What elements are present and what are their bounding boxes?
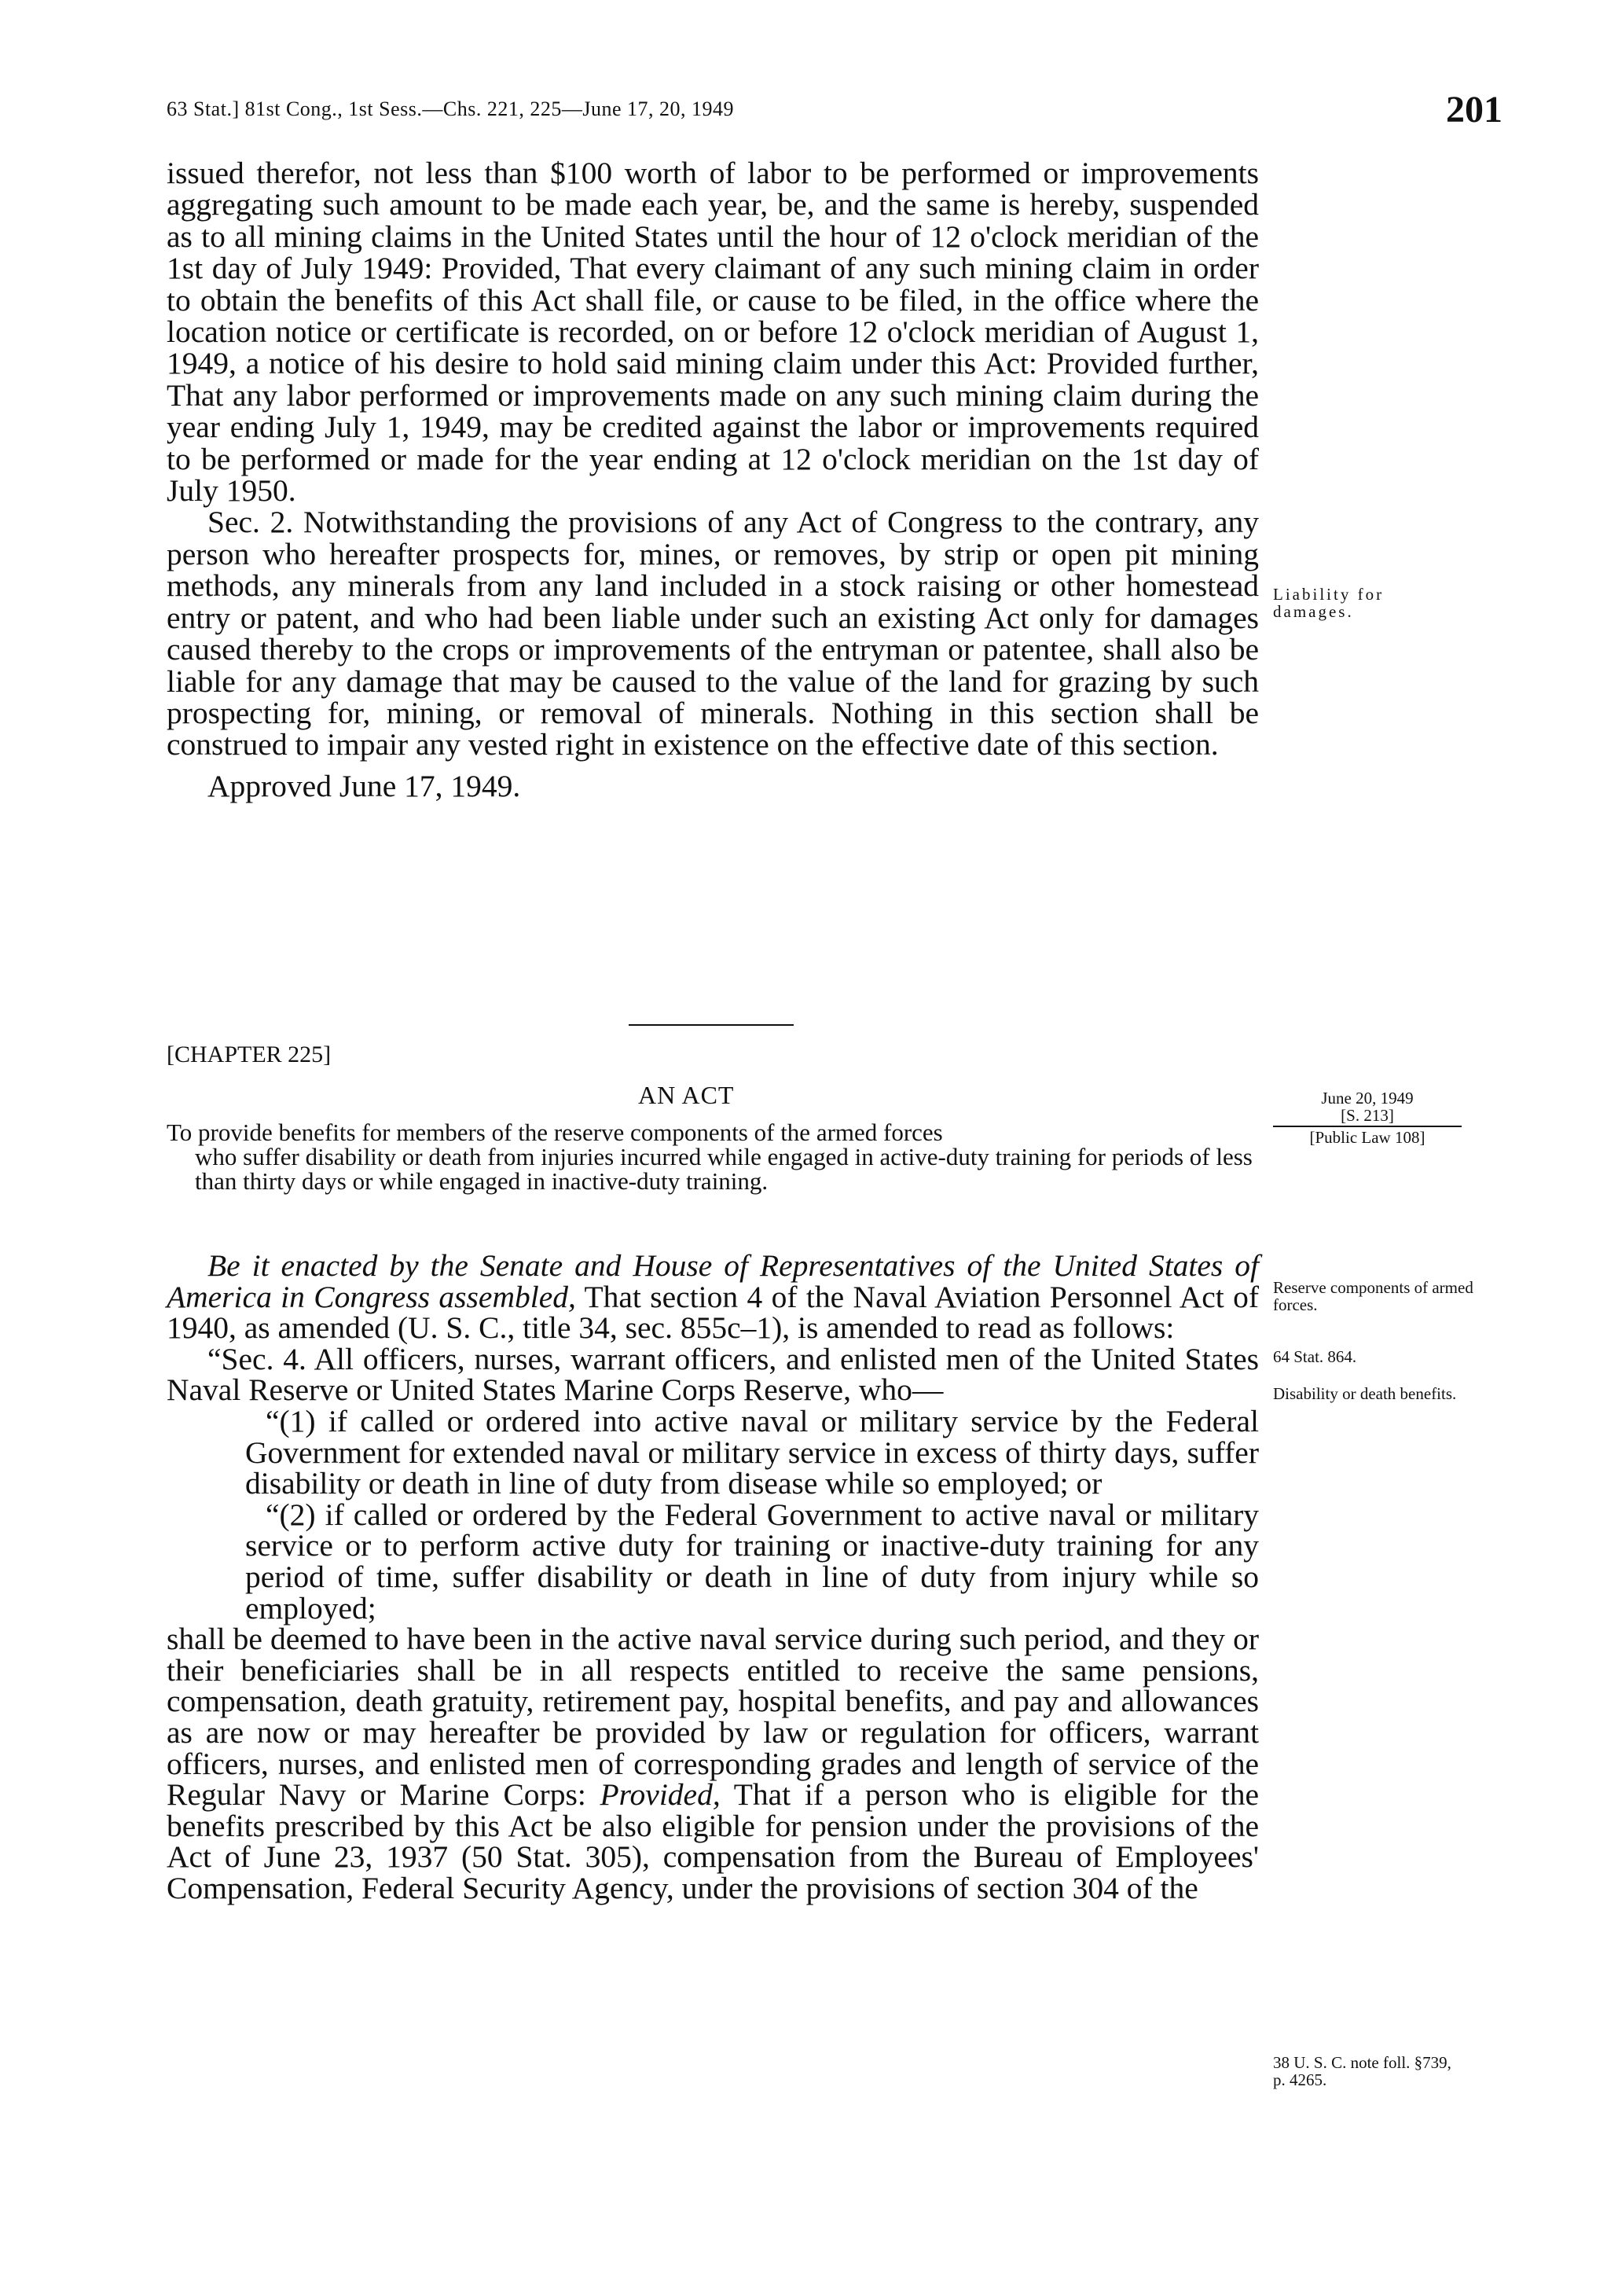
section-4-intro: “Sec. 4. All officers, nurses, warrant officers, and enlisted men of the United States Naval Reserve or United States Marine Corps Reserve, who—	[167, 1341, 1259, 1408]
closing-provided: Provided,	[600, 1777, 721, 1813]
page-number: 201	[1446, 89, 1502, 130]
margin-note-rule	[1273, 1126, 1462, 1127]
chapter-divider	[629, 1024, 794, 1026]
closing-part-2: That if a person who is eligible for the benefits prescribed by this Act be also eligible for pension under the provisions of the Act of June 23, 1937 (50 Stat. 305), compensation from the Bureau of Employees' Compensation, Federal Security Agency, under the provisions of section 304 of the	[167, 1777, 1259, 1905]
act-purpose	[167, 1120, 1259, 1193]
margin-note-date-block	[1273, 1089, 1462, 1146]
closing-paragraph	[167, 1624, 1259, 1904]
section-2-paragraph: Sec. 2. Notwithstanding the provisions of any Act of Congress to the contrary, any person who hereafter prospects for, mines, or removes, by strip or open pit mining methods, any minerals from any land included in a stock raising or other homestead entry or patent, and who had been liable under such an existing Act only for damages caused thereby to the crops or improvements of the entryman or patentee, shall also be liable for any damage that may be caused to the value of the land for grazing by such prospecting for, mining, or removal of minerals. Nothing in this section shall be construed to impair any vested right in existence on the effective date of this section.	[167, 505, 1259, 762]
running-head-citation: 63 Stat.] 81st Cong., 1st Sess.—Chs. 221, 225—June 17, 20, 1949	[167, 97, 734, 120]
continued-paragraph: issued therefor, not less than $100 worth of labor to be performed or improvements aggregating such amount to be made each year, be, and the same is hereby, suspended as to all mining claims in the United States until the hour of 12 o'clock meridian of the 1st day of July 1949: Provided, That every claimant of any such mining claim in order to obtain the benefits of this Act shall file, or cause to be filed, in the office where the location notice or certificate is recorded, on or before 12 o'clock meridian of August 1, 1949, a notice of his desire to hold said mining claim under this Act: Provided further, That any labor performed or improvements made on any such mining claim during the year ending July 1, 1949, may be credited against the labor or improvements required to be performed or made for the year ending at 12 o'clock meridian on the 1st day of July 1950.	[167, 156, 1259, 509]
margin-note-public-law: [Public Law 108]	[1309, 1128, 1425, 1147]
margin-note-stat: 64 Stat. 864.	[1273, 1347, 1357, 1366]
enacting-formula: Be it enacted by the Senate and House of Representatives of the United States of America in Congress assembled,	[167, 1248, 1259, 1314]
enacting-clause-rest: That section 4 of the Naval Aviation Personnel Act of 1940, as amended (U. S. C., title 34, sec. 855c–1), is amended to read as follows:	[167, 1279, 1259, 1346]
closing-part-1: shall be deemed to have been in the active naval service during such period, and they or their beneficiaries shall be in all respects entitled to receive the same pensions, compensation, death gratuity, retirement pay, hospital benefits, and pay and allowances as are now or may hereafter be provided by law or regulation for officers, warrant officers, nurses, and enlisted men of corresponding grades and length of service of the Regular Navy or Marine Corps:	[167, 1622, 1259, 1813]
margin-note-reserve: Reserve components of armed forces.	[1273, 1278, 1473, 1314]
margin-note-date: June 20, 1949	[1321, 1089, 1414, 1108]
chapter-221-text	[167, 157, 1259, 802]
purpose-first-line: To provide benefits for members of the reserve components of the armed forces	[167, 1119, 943, 1146]
clause-2: “(2) if called or ordered by the Federal Government to active naval or military service or to perform active duty for training or inactive-duty training for any period of time, suffer disability or death in line of duty from injury while so employed;	[245, 1497, 1259, 1626]
chapter-label: [CHAPTER 225]	[167, 1041, 332, 1067]
page-header	[167, 88, 1502, 135]
margin-note-usc: 38 U. S. C. note foll. §739, p. 4265.	[1273, 2053, 1451, 2089]
margin-note-liability: Liability for damages.	[1273, 585, 1385, 621]
act-title: AN ACT	[638, 1081, 735, 1109]
approval-line: Approved June 17, 1949.	[207, 768, 521, 803]
clause-1: “(1) if called or ordered into active naval or military service by the Federal Government for extended naval or military service in excess of thirty days, suffer disability or death in line of duty from disease while so employed; or	[245, 1403, 1259, 1501]
margin-note-disability: Disability or death benefits.	[1273, 1384, 1457, 1403]
purpose-continuation: who suffer disability or death from injuries incurred while engaged in active-duty training for periods of less than thirty days or while engaged in inactive-duty training.	[195, 1143, 1253, 1195]
enacting-clause	[167, 1248, 1259, 1346]
margin-note-bill: [S. 213]	[1341, 1106, 1394, 1125]
chapter-225-text	[167, 1248, 1259, 1905]
